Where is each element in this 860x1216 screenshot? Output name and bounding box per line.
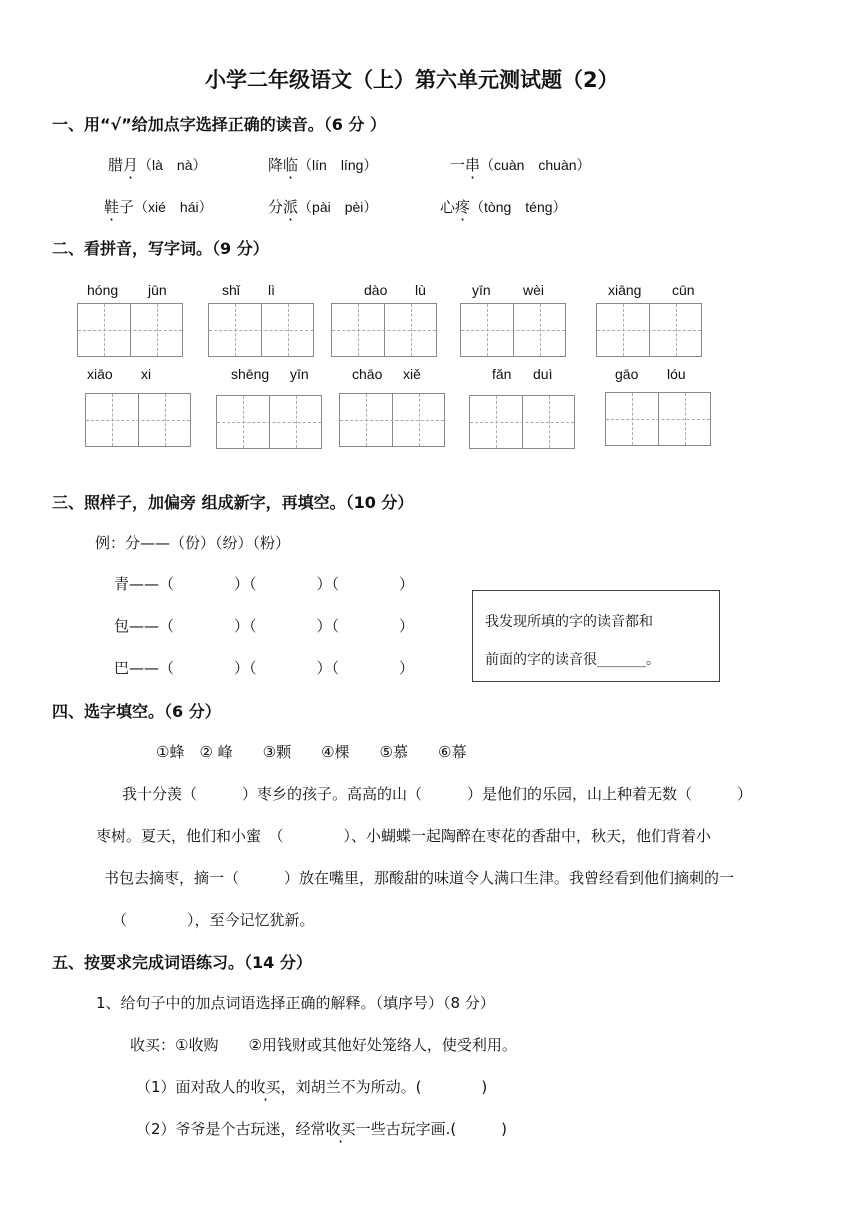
section-1-heading: 一、用“√”给加点字选择正确的读音。（6 分 ） [52, 115, 386, 134]
pinyin: duì [533, 366, 553, 382]
s5-question-1: 1、给句子中的加点词语选择正确的解释。（填序号）（8 分） [96, 994, 495, 1012]
pinyin: cūn [672, 282, 695, 298]
writing-grid[interactable] [216, 395, 322, 449]
writing-grid[interactable] [331, 303, 437, 357]
pinyin: xi [141, 366, 152, 382]
pinyin: hóng [87, 282, 119, 298]
s4-passage-line-1[interactable]: 我十分羡（ ）枣乡的孩子。高高的山（ ）是他们的乐园，山上种着无数（ ） [122, 785, 753, 803]
pinyin: jūn [148, 282, 167, 298]
pinyin: dào [364, 282, 388, 298]
pinyin: lù [415, 282, 426, 298]
pinyin: wèi [523, 282, 545, 298]
pinyin: xiāng [608, 282, 642, 298]
writing-grid[interactable] [469, 395, 575, 449]
writing-grid[interactable] [596, 303, 702, 357]
s1-item-4: 鞋子（xié hái） [104, 198, 213, 216]
s4-passage-line-3[interactable]: 书包去摘枣，摘一（ ）放在嘴里，那酸甜的味道令人满口生津。我曾经看到他们摘刺的一 [104, 869, 735, 887]
writing-grid[interactable] [605, 392, 711, 446]
page-title: 小学二年级语文（上）第六单元测试题（2） [205, 68, 619, 92]
pinyin: shǐ [222, 282, 240, 298]
s1-item-2: 降临（lín líng） [268, 156, 378, 174]
pinyin: shēng [231, 366, 270, 382]
writing-grid[interactable] [460, 303, 566, 357]
s5-sentence-1[interactable]: （1）面对敌人的收买，刘胡兰不为所动。( ) [136, 1078, 488, 1096]
discovery-box [472, 590, 720, 682]
s4-passage-line-2[interactable]: 枣树。夏天，他们和小蜜 （ ）、小蝴蝶一起陶醉在枣花的香甜中，秋天，他们背着小 [96, 827, 712, 845]
section-2-heading: 二、看拼音，写字词。（9 分） [52, 239, 269, 258]
box-line-2[interactable]: 前面的字的读音很_______。 [485, 652, 660, 668]
s1-item-3: 一串（cuàn chuàn） [450, 156, 591, 174]
s5-definitions: 收买：①收购 ②用钱财或其他好处笼络人，使受利用。 [130, 1036, 517, 1054]
pinyin: lóu [667, 366, 686, 382]
s1-item-1: 腊月（là nà） [108, 156, 207, 174]
s1-item-6: 心疼（tòng téng） [440, 198, 567, 216]
pinyin: xiāo [87, 366, 113, 382]
writing-grid[interactable] [85, 393, 191, 447]
pinyin: lì [268, 282, 275, 298]
s4-options: ①蜂 ② 峰 ③颗 ④棵 ⑤慕 ⑥幕 [156, 743, 467, 761]
box-line-1: 我发现所填的字的读音都和 [485, 614, 653, 630]
pinyin: yīn [472, 282, 491, 298]
pinyin: fǎn [492, 366, 512, 382]
section-3-heading: 三、照样子，加偏旁 组成新字，再填空。（10 分） [52, 493, 414, 512]
pinyin: yīn [290, 366, 309, 382]
s3-row-ba[interactable]: 巴——（ ）（ ）（ ） [114, 659, 415, 677]
section-5-heading: 五、按要求完成词语练习。（14 分） [52, 953, 312, 972]
writing-grid[interactable] [208, 303, 314, 357]
s5-sentence-2[interactable]: （2）爷爷是个古玩迷，经常收买一些古玩字画.( ) [136, 1120, 508, 1138]
s4-passage-line-4[interactable]: （ ），至今记忆犹新。 [112, 911, 315, 929]
s3-row-qing[interactable]: 青——（ ）（ ）（ ） [114, 575, 415, 593]
writing-grid[interactable] [339, 393, 445, 447]
s1-item-5: 分派（pài pèi） [268, 198, 378, 216]
pinyin: chāo [352, 366, 383, 382]
s3-example: 例：分——（份）（纷）（粉） [95, 534, 291, 552]
s3-row-bao[interactable]: 包——（ ）（ ）（ ） [114, 617, 415, 635]
pinyin: gāo [615, 366, 639, 382]
section-4-heading: 四、选字填空。（6 分） [52, 702, 221, 721]
writing-grid[interactable] [77, 303, 183, 357]
pinyin: xiě [403, 366, 421, 382]
